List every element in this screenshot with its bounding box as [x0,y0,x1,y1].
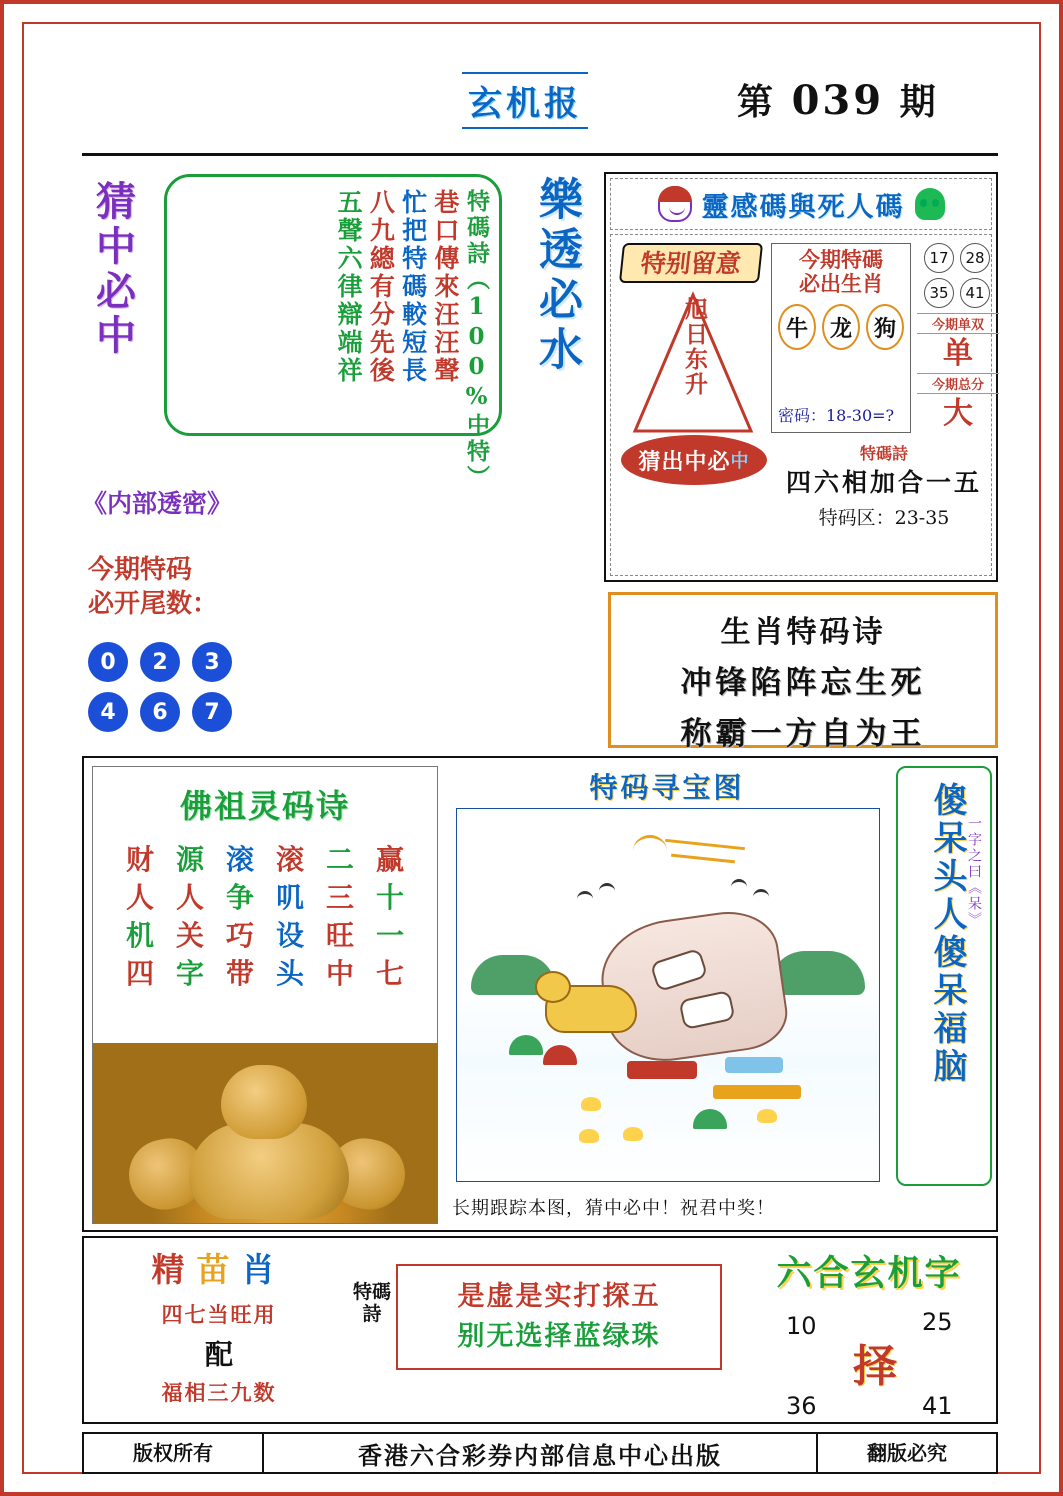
special-code-poem-box [164,174,502,491]
total-value: 大 [943,396,973,431]
footer-notice: 翻版必究 [816,1434,996,1472]
zodiac-poem-line1: 冲锋陷阵忘生死 [680,665,926,701]
cat-head [535,971,571,1003]
grid-number-b: 25 [922,1308,953,1336]
ball: 2 [140,642,180,682]
poem-char: 滚 [225,843,254,876]
bottom-left-sub2: 福相三九数 [161,1380,277,1405]
triangle-graphic [625,289,761,437]
buddha-illustration [93,1043,438,1223]
buddha-poem-panel [92,766,438,1224]
poem-char: 源 [175,843,204,876]
lucky-numbers-box [917,243,997,305]
tail-number-label [88,554,218,622]
total-label: 今期总分 [917,373,999,394]
page-header [82,44,998,156]
lucky-number: 28 [960,243,990,273]
flower-icon [579,1129,599,1143]
odd-even-value: 单 [943,336,973,371]
poem-char: 巧 [225,919,254,953]
poem-char: 十 [375,881,404,915]
poem-char: 机 [125,919,154,953]
poem-char: 带 [225,957,254,991]
poem-char: 财 [125,843,154,876]
poem-char: 赢 [375,843,404,876]
page-footer [82,1432,998,1474]
poem-char: 争 [225,881,254,915]
poem-char: 三 [325,881,354,915]
tail-label-line1: 今期特码 [88,555,193,585]
tm-poem-line: 四六相加合一五 [785,468,982,497]
buddha-head [221,1065,307,1139]
guess-title: 猜中必中 [96,178,136,360]
poem-column: 特碼詩（100%中特） [463,189,490,491]
poem-char: 头 [275,957,304,991]
flower-icon [581,1097,601,1111]
bottom-mid-block [352,1260,722,1378]
issue-label [737,74,939,125]
poem-char: 七 [375,957,404,991]
grid-number-d: 41 [922,1392,953,1420]
tail-label-line2: 必开尾数： [88,588,219,619]
tail-number-balls [88,642,258,742]
special-note-badge: 特别留意 [619,243,763,283]
masthead-title: 玄机报 [462,72,588,129]
bottom-right-title: 六合玄机字 [776,1253,962,1294]
cups-shape [725,1057,783,1073]
poem-column: 忙把特碼較短長 [398,189,428,385]
flower-icon [757,1109,777,1123]
ball: 7 [192,692,232,732]
treasure-map-caption: 长期跟踪本图，猜中必中！祝君中奖！ [452,1198,775,1219]
zodiac-title-line2: 必出生肖 [799,271,883,297]
issue-number: 039 [791,77,885,124]
bottom-mid-line2: 别无选择蓝绿珠 [457,1321,661,1352]
poem-char: 字 [175,957,204,991]
flower-icon [623,1127,643,1141]
odd-even-box [917,313,999,433]
issue-suffix: 期 [899,81,939,123]
guess-oval-main: 猜出中必 [638,448,731,475]
zodiac-item: 牛 [778,304,816,350]
ball: 3 [192,642,232,682]
poem-column: 八九總有分先後 [366,189,396,385]
triangle-text: 旭日东升 [681,297,708,397]
bottom-mid-line1: 是虚是实打探五 [457,1280,661,1312]
lucky-numbers-row [917,278,997,308]
footer-copyright: 版权所有 [84,1434,264,1472]
bottom-right-grid [744,1306,994,1422]
bottom-left-pei: 配 [204,1338,233,1371]
treasure-map-panel [446,766,888,1224]
spirit-code-body [610,234,992,576]
grid-center-char: 择 [853,1341,897,1392]
grid-number-a: 10 [786,1312,817,1340]
zodiac-item: 龙 [822,304,860,350]
bench-shape [713,1085,801,1099]
word-char-3: 肖 [241,1250,287,1289]
poem-char: 一 [375,919,404,953]
ball: 0 [88,642,128,682]
zodiac-item: 狗 [866,304,904,350]
zodiac-poem-title: 生肖特码诗 [720,615,886,650]
poem-char: 人 [125,881,154,915]
grid-number-c: 36 [786,1392,817,1420]
zodiac-title-line1: 今期特碼 [799,247,883,272]
inner-secret-title: 《内部透密》 [82,489,233,518]
dai-panel [896,766,992,1186]
lucky-numbers-row [917,243,997,273]
middle-band [82,756,998,1232]
zodiac-title [772,244,910,296]
zodiac-poem-line2: 称霸一方自为王 [680,716,926,752]
spirit-code-header [610,178,992,230]
skull-icon [915,188,945,220]
treasure-map-image [456,808,880,1182]
spirit-code-panel [604,172,998,582]
ball-row [88,642,258,682]
poem-char: 关 [175,919,204,953]
bottom-left-word [94,1244,344,1291]
password-line: 密码：18-30=? [778,406,895,425]
poem-columns [175,185,491,491]
guess-oval-small: 中 [730,451,750,472]
bottom-right-block [744,1246,994,1422]
spirit-code-title: 靈感碼與死人碼 [701,191,905,223]
lucky-number: 35 [924,278,954,308]
tm-poem-title: 特碼詩 [859,444,908,463]
footer-publisher: 香港六合彩券内部信息中心出版 [358,1440,722,1470]
bottom-left-block [94,1244,344,1407]
bottom-left-sub1: 四七当旺用 [161,1302,277,1327]
treasure-map-title: 特码寻宝图 [589,771,745,804]
guess-oval-badge [621,435,767,485]
word-char-2: 苗 [196,1250,242,1289]
poem-char: 人 [175,881,204,915]
bottom-mid-label: 特碼詩 [352,1281,391,1325]
dai-side-text: 一字之曰《呆》 [966,816,982,928]
buddha-poem-grid [115,843,415,992]
poem-char: 二 [325,843,354,876]
lucky-number: 41 [960,278,990,308]
poem-column: 五聲六律辯端祥 [334,189,364,385]
ball: 4 [88,692,128,732]
ball: 6 [140,692,180,732]
issue-prefix: 第 [737,81,777,123]
bottom-mid-box [396,1264,722,1370]
poem-char: 中 [325,957,354,991]
zodiac-row [772,304,910,350]
table-shape [627,1061,697,1079]
poem-char: 旺 [325,919,354,953]
odd-even-label: 今期单双 [917,313,999,334]
ball-row [88,692,258,732]
poem-char: 滚 [275,843,304,876]
poem-column: 巷口傳來汪汪聲 [430,189,460,385]
poem-char: 叽 [275,881,304,915]
avatar-icon [658,186,692,222]
buddha-poem-title: 佛祖灵码诗 [179,787,350,825]
poem-char: 设 [275,919,304,953]
tm-zone: 特码区：23-35 [818,507,950,529]
dai-main-text: 傻呆头人傻呆福脑 [927,782,967,1086]
lucky-number: 17 [924,243,954,273]
zodiac-box [771,243,911,433]
lotto-vertical-title: 樂透必水 [531,176,582,376]
bottom-band [82,1236,998,1424]
poem-char: 四 [125,957,154,991]
word-char-1: 精 [151,1250,197,1289]
zodiac-poem-box [608,592,998,752]
